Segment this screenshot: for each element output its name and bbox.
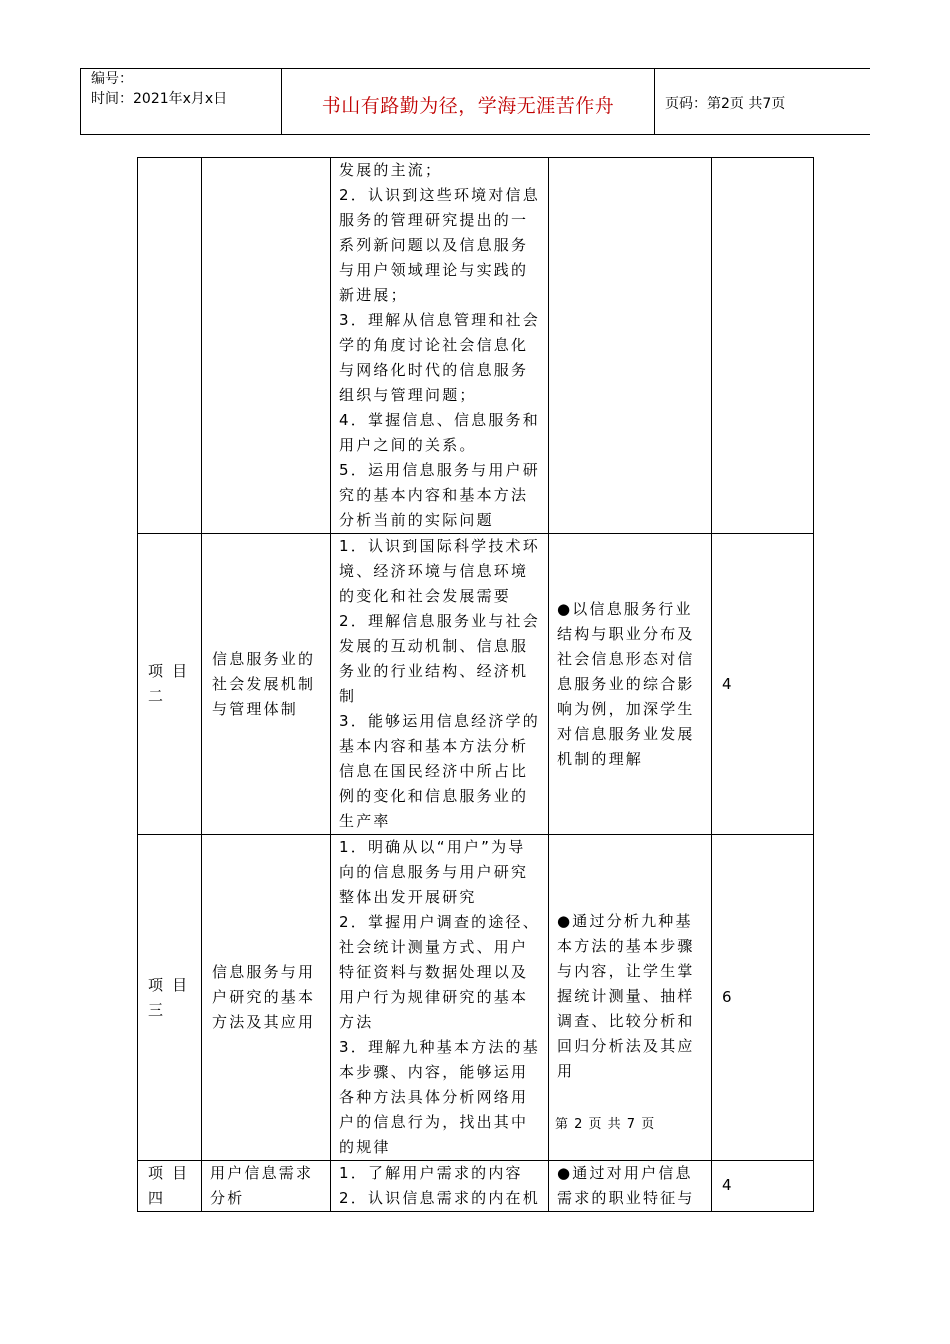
name-cell — [202, 158, 331, 534]
syllabus-table — [137, 157, 814, 1212]
document-header — [80, 68, 870, 135]
objectives-cell — [331, 1161, 549, 1212]
objective-item: 发展的主流； — [339, 161, 443, 179]
objective-item: 2．认识信息需求的内在机 — [339, 1189, 540, 1207]
objective-item: 4．掌握信息、信息服务和用户之间的关系。 — [339, 411, 540, 454]
method-cell — [549, 158, 712, 534]
time-label: 时间：2021年x月x日 — [91, 91, 228, 107]
number-label: 编号： — [91, 71, 133, 87]
name-cell: 信息服务与用户研究的基本方法及其应用 — [202, 835, 331, 1161]
objectives-cell — [331, 835, 549, 1161]
table-row — [138, 534, 814, 835]
project-cell: 项 目 二 — [138, 534, 202, 835]
objectives-cell — [331, 534, 549, 835]
header-motto-cell — [282, 69, 655, 134]
project-cell: 项 目 四 — [138, 1161, 202, 1212]
project-cell: 项 目 三 — [138, 835, 202, 1161]
hours-cell — [712, 158, 814, 534]
method-cell: ●以信息服务行业结构与职业分布及社会信息形态对信息服务业的综合影响为例，加深学生对信息服务业发展机制的理解 — [549, 534, 712, 835]
page-footer: 第 2 页 共 7 页 — [555, 1116, 656, 1132]
project-cell — [138, 158, 202, 534]
hours-cell: 6 — [712, 835, 814, 1161]
header-meta-cell — [81, 69, 282, 134]
page-label: 页码：第2页 共7页 — [665, 96, 786, 112]
objective-item: 1．明确从以“用户”为导向的信息服务与用户研究整体出发开展研究 — [339, 838, 529, 906]
table-row — [138, 1161, 814, 1212]
objective-item: 2．理解信息服务业与社会发展的互动机制、信息服务业的行业结构、经济机制 — [339, 612, 540, 705]
table-row — [138, 835, 814, 1161]
name-cell: 用户信息需求分析 — [202, 1161, 331, 1212]
method-cell: ●通过对用户信息需求的职业特征与 — [549, 1161, 712, 1212]
objective-item: 3．理解九种基本方法的基本步骤、内容，能够运用各种方法具体分析网络用户的信息行为，找出其中的规律 — [339, 1038, 540, 1156]
method-cell: ●通过分析九种基本方法的基本步骤与内容，让学生掌握统计测量、抽样调查、比较分析和回归分析法及其应用 第 2 页 共 7 页 — [549, 835, 712, 1161]
objective-item: 2．认识到这些环境对信息服务的管理研究提出的一系列新问题以及信息服务与用户领域理论与实践的新进展； — [339, 186, 540, 304]
name-cell: 信息服务业的社会发展机制与管理体制 — [202, 534, 331, 835]
table-row — [138, 158, 814, 534]
objective-item: 2．掌握用户调查的途径、社会统计测量方式、用户特征资料与数据处理以及用户行为规律研究的基本方法 — [339, 913, 540, 1031]
objective-item: 3．理解从信息管理和社会学的角度讨论社会信息化与网络化时代的信息服务组织与管理问题； — [339, 311, 540, 404]
header-page-cell — [655, 69, 871, 134]
hours-cell: 4 — [712, 534, 814, 835]
objective-item: 5．运用信息服务与用户研究的基本内容和基本方法分析当前的实际问题 — [339, 461, 540, 529]
objectives-cell — [331, 158, 549, 534]
hours-cell: 4 — [712, 1161, 814, 1212]
objective-item: 1．了解用户需求的内容 — [339, 1164, 523, 1182]
objective-item: 1．认识到国际科学技术环境、经济环境与信息环境的变化和社会发展需要 — [339, 537, 540, 605]
motto: 书山有路勤为径，学海无涯苦作舟 — [321, 95, 615, 117]
objective-item: 3．能够运用信息经济学的基本内容和基本方法分析信息在国民经济中所占比例的变化和信息服务业的生产率 — [339, 712, 540, 830]
